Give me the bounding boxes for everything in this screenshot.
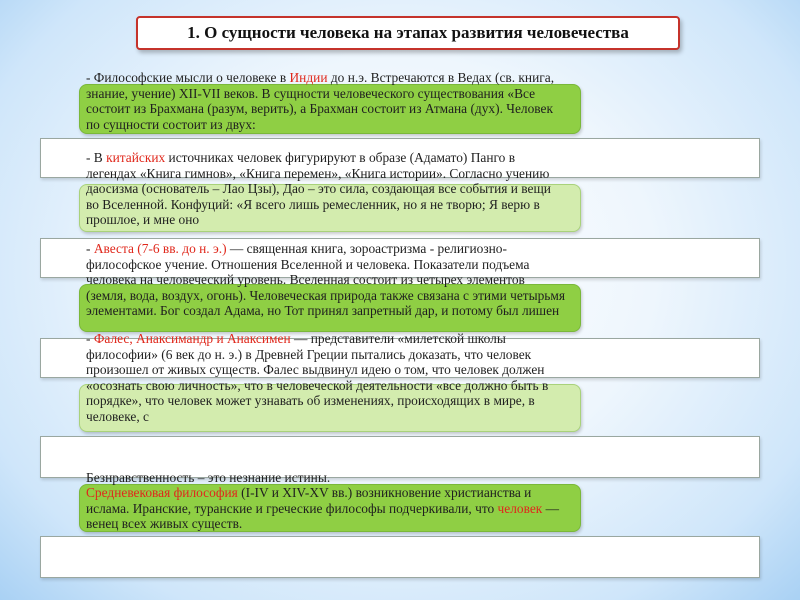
avesta-pre: -: [86, 241, 94, 256]
china-highlight: китайских: [106, 150, 166, 165]
avesta-post: — священная книга, зороастризма - религиозно-философское учение. Отношения Вселенной и человека. Показатели подъема человека на человеческий уровень. Вселенная состоит из четырех элементов (земля, вода, воздух, огонь). Человеческая природа также связана с этими четырьмя элементами. Бог создал Адама, но Тот принял запретный дар, и потому был лишен: [86, 241, 566, 319]
white-panel-5: [40, 536, 760, 578]
medieval-highlight: Средневековая философия: [86, 485, 238, 500]
page-title: [136, 16, 680, 50]
text-block-immorality: [86, 470, 566, 485]
avesta-highlight: Авеста (7-6 вв. до н. э.): [93, 241, 227, 256]
thales-pre: -: [86, 331, 94, 346]
india-pre: - Философские мысли о человеке в: [86, 70, 290, 85]
text-block-india: [86, 70, 566, 132]
text-block-china: [86, 150, 566, 230]
china-pre: - В: [86, 150, 107, 165]
immorality-text: Безнравственность – это незнание истины.: [86, 470, 331, 485]
india-highlight: Индии: [289, 70, 328, 85]
medieval-post-2: — венец всех живых существ.: [86, 500, 560, 532]
text-block-avesta: [86, 241, 566, 337]
china-post: источниках человек фигурируют в образе (Адамато) Панго в легендах «Книга гимнов», «Книга перемен», «Книга истории». Согласно учению даосизма (основатель – Лао Цзы), Дао – это сила, создающая все события и вещи во Вселенной. Конфуций: «Я всего лишь ремесленник, но я не творю; Я верю в прошлое, и мне оно: [86, 150, 551, 228]
text-block-thales: [86, 331, 566, 429]
text-block-medieval: [86, 485, 566, 533]
thales-highlight: Фалес, Анаксимандр и Анаксимен: [93, 331, 291, 346]
medieval-highlight-2: человек: [497, 500, 543, 516]
medieval-post: (I-IV и XIV-XV вв.) возникновение христианства и ислама. Иранские, туранские и греческие философы подчеркивали, что: [86, 485, 532, 516]
india-post: до н.э. Встречаются в Ведах (св. книга, знание, учение) XII-VII веков. В сущности человеческого существования «Все состоит из Брахмана (разум, верить), а Брахман состоит из Атмана (дух). Человек по сущности состоит из двух:: [86, 70, 555, 132]
page-title-text: 1. О сущности человека на этапах развития человечества: [187, 23, 629, 42]
thales-post: — представители «милетской школы философии» (6 век до н. э.) в Древней Греции пытались доказать, что человек произошел от живых существ. Фалес выдвинул идею о том, что человек должен «осознать свою личность», что в человеческой деятельности «все должно быть в порядке», что человек может узнавать об изменениях, происходящих в мире, в человеке, с: [86, 331, 549, 424]
